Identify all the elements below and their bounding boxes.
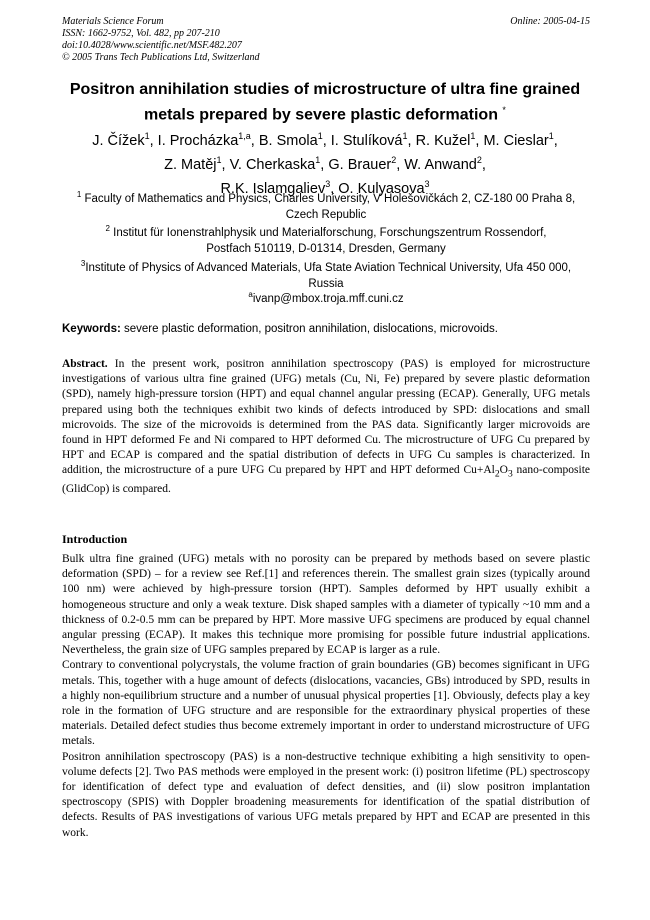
author-sep: , bbox=[396, 156, 405, 173]
email-address[interactable]: ivanp@mbox.troja.mff.cuni.cz bbox=[252, 292, 404, 305]
affiliation-2 bbox=[62, 221, 590, 257]
author-name: O. Kulyasova bbox=[338, 180, 425, 197]
paragraph: Bulk ultra fine grained (UFG) metals with no porosity can be prepared by methods based on severe plastic deformation (SPD) – for a review see Ref.[1] and references therein. The smallest grain sizes (typically around 100 nm) were achieved by high-pressure torsion (HPT). Samples deformed by HPT usually exhibit a homogeneous structure and only a weak texture. Disk shaped samples with a diameter of typically ~10 mm and a thickness of 0.2-0.5 mm can be prepared by HPT. More massive UFG specimens are produced by equal channel angular pressing (ECAP). It makes this technique more promising for possible future industrial applications. Nevertheless, the grain size of UFG samples prepared by ECAP is larger as a rule. bbox=[62, 553, 590, 657]
author-affil: 1 bbox=[317, 131, 323, 141]
author-affil: 1 bbox=[402, 131, 408, 141]
journal-header bbox=[62, 16, 590, 64]
paragraph: Contrary to conventional polycrystals, the volume fraction of grain boundaries (GB) becomes significant in UFG metals. This, together with a huge amount of defects (dislocations, vacancies, GBs) introduced by SPD, results in a highly non-equilibrium structure and a number of unusual physical properties [1]. Obviously, defects play a key role in the formation of UFG structure and are responsible for the extraordinary physical properties of these materials. Detailed defect studies thus become extremely important in order to understand microstructure of UFG metals. bbox=[62, 659, 590, 748]
author-affil: 2 bbox=[476, 154, 482, 165]
abstract bbox=[62, 357, 590, 497]
author-name: R.K. Islamgaliev bbox=[220, 180, 326, 197]
author-name: Z. Matěj bbox=[164, 156, 217, 173]
author-affil: 1 bbox=[470, 131, 476, 141]
affiliation-text: Institut für Ionenstrahlphysik und Materialforschung, Forschungszentrum Rossendorf, bbox=[113, 226, 547, 239]
affiliation-number: 1 bbox=[76, 190, 82, 199]
author-affil: 1 bbox=[216, 154, 222, 165]
email-marker: a bbox=[248, 290, 253, 299]
author-affil: 1,a bbox=[238, 131, 251, 141]
author-name: G. Brauer bbox=[328, 156, 392, 173]
author-sep: , bbox=[553, 132, 558, 149]
author-sep: , bbox=[481, 156, 486, 173]
author-name: V. Cherkaska bbox=[229, 156, 316, 173]
affiliation-number: 3 bbox=[80, 259, 86, 268]
issn-line: ISSN: 1662-9752, Vol. 482, pp 207-210 bbox=[62, 28, 220, 39]
introduction-body bbox=[62, 552, 590, 841]
author-name: M. Cieslar bbox=[483, 132, 549, 149]
title-line-1: Positron annihilation studies of microstructure of ultra fine grained bbox=[69, 81, 581, 98]
author-sep: , bbox=[320, 156, 329, 173]
paragraph: Positron annihilation spectroscopy (PAS) is a non-destructive technique exhibiting a high sensitivity to open-volume defects [2]. Two PAS methods were employed in the present work: (i) positron lifetime (PL) spectroscopy for identification of defect type and evaluation of defect densities, and (ii) slow positron implantation spectroscopy (SPIS) with Doppler broadening measurements for identification of the spatial distribution of defects. Results of PAS investigations of various UFG metals prepared by HPT and ECAP are presented in this work. bbox=[62, 750, 590, 839]
author-affil: 1 bbox=[144, 131, 150, 141]
author-name: R. Kužel bbox=[415, 132, 471, 149]
author-sep: , bbox=[250, 132, 259, 149]
title-line-2: metals prepared by severe plastic deformation bbox=[144, 106, 498, 124]
title-footnote-marker: * bbox=[502, 105, 506, 115]
abstract-text: In the present work, positron annihilation spectroscopy (PAS) is employed for microstructure investigations of various ultra fine grained (UFG) metals (Cu, Ni, Fe) prepared by severe plastic deformation (SPD), namely high-pressure torsion (HPT) and equal channel angular pressing (ECAP). Generally, UFG metals prepared using both the techniques exhibit two kinds of defects introduced by SPD: dislocations and small microvoids. The size of the microvoids is determined from the PAS data. Significantly larger microvoids are found in HPT deformed Fe and Ni compared to HPT deformed Cu. The microstructure of UFG Cu prepared by HPT and ECAP is compared and the spatial distribution of defects in UFG Cu samples is characterized. In addition, the microstructure of a pure UFG Cu prepared by HPT and HPT deformed Cu+Al bbox=[62, 358, 590, 477]
affiliation-number: 2 bbox=[105, 224, 110, 233]
journal-name: Materials Science Forum bbox=[62, 16, 164, 27]
affiliation-3 bbox=[62, 256, 590, 292]
author-name: J. Čížek bbox=[92, 132, 145, 149]
affiliation-1 bbox=[62, 187, 590, 223]
author-sep: , bbox=[221, 156, 230, 173]
affiliation-text: Faculty of Mathematics and Physics, Charles University, V Holešovičkách 2, CZ-180 00 Praha 8, bbox=[84, 192, 576, 205]
abstract-subscript: 2 bbox=[494, 468, 500, 480]
author-name: B. Smola bbox=[258, 132, 318, 149]
online-date: Online: 2005-04-15 bbox=[510, 16, 590, 27]
author-name: I. Stulíková bbox=[330, 132, 403, 149]
author-affil: 3 bbox=[424, 178, 430, 189]
author-sep: , bbox=[475, 132, 484, 149]
affiliation-text: Czech Republic bbox=[285, 208, 367, 221]
keywords-label: Keywords: bbox=[62, 323, 121, 335]
abstract-label: Abstract. bbox=[62, 358, 108, 370]
author-affil: 2 bbox=[391, 154, 397, 165]
author-name: W. Anwand bbox=[404, 156, 477, 173]
affiliation-text: Russia bbox=[308, 277, 344, 290]
keywords-text: severe plastic deformation, positron annihilation, dislocations, microvoids. bbox=[124, 323, 498, 335]
author-affil: 1 bbox=[315, 154, 321, 165]
affiliation-text: Institute of Physics of Advanced Materials, Ufa State Aviation Technical University, Ufa 450 000, bbox=[85, 261, 572, 274]
author-sep: , bbox=[149, 132, 158, 149]
author-name: I. Procházka bbox=[157, 132, 239, 149]
author-sep: , bbox=[330, 180, 339, 197]
keywords bbox=[62, 323, 590, 335]
abstract-text-mid: O bbox=[499, 464, 508, 477]
abstract-subscript: 3 bbox=[507, 468, 513, 480]
contact-email bbox=[62, 290, 590, 305]
author-sep: , bbox=[407, 132, 416, 149]
author-affil: 3 bbox=[325, 178, 331, 189]
paper-title bbox=[40, 80, 610, 125]
author-sep: , bbox=[322, 132, 331, 149]
abstract-text-end: nano-composite (GlidCop) is compared. bbox=[62, 464, 591, 495]
section-heading-introduction: Introduction bbox=[62, 532, 128, 546]
copyright-line: © 2005 Trans Tech Publications Ltd, Switzerland bbox=[62, 52, 260, 63]
author-affil: 1 bbox=[548, 131, 554, 141]
affiliation-text: Postfach 510119, D-01314, Dresden, Germany bbox=[206, 242, 446, 255]
doi-line: doi:10.4028/www.scientific.net/MSF.482.207 bbox=[62, 40, 242, 51]
